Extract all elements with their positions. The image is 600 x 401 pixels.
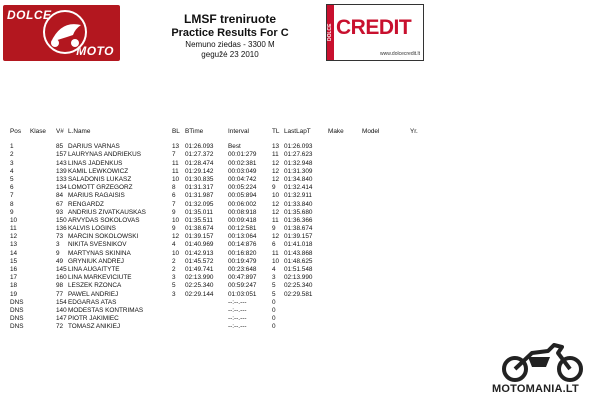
cell-pos: 8 <box>10 200 14 208</box>
cell-bl: 13 <box>172 143 180 151</box>
cell-bl: 2 <box>172 266 176 273</box>
cell-lastlap: 01:39.157 <box>284 233 313 241</box>
cell-interval: 00:14:876 <box>228 241 257 249</box>
cell-bl: 11 <box>172 167 179 175</box>
logo-text-dolce: DOLCE <box>7 8 52 22</box>
cell-bl: 10 <box>172 216 180 224</box>
cell-pos: 16 <box>10 266 18 273</box>
logo-text-moto: MOTO <box>76 44 114 58</box>
cell-name: KALVIS LOGINS <box>68 225 116 233</box>
cell-interval: 00:06:002 <box>228 200 257 208</box>
cell-pos: 10 <box>10 216 18 224</box>
dolce-moto-logo <box>3 5 120 61</box>
cell-pos: 13 <box>10 241 18 249</box>
cell-lastlap: 01:32.948 <box>284 159 313 167</box>
cell-bl: 5 <box>172 282 176 290</box>
cell-pos: 17 <box>10 274 18 282</box>
cell-name: PAWEL ANDRIEJ <box>68 290 119 298</box>
cell-pos: DNS <box>10 323 24 331</box>
cell-name: SALADONIS LUKASZ <box>68 175 132 183</box>
cell-interval: 00:05:894 <box>228 192 257 200</box>
results-subtitle: Practice Results For C <box>171 27 289 39</box>
cell-number: 157 <box>56 151 67 159</box>
cell-bl: 10 <box>172 175 180 183</box>
motomania-logo <box>488 339 596 397</box>
cell-lastlap: 01:48.625 <box>284 257 313 265</box>
col-pos: Pos <box>10 128 22 135</box>
cell-btime: 01:31.317 <box>185 184 214 192</box>
cell-tl: 12 <box>272 208 280 216</box>
cell-btime: 01:30.835 <box>185 175 214 183</box>
cell-interval: 00:04:742 <box>228 175 257 183</box>
cell-pos: 11 <box>10 225 17 233</box>
cell-tl: 5 <box>272 282 276 290</box>
cell-tl: 9 <box>272 184 276 192</box>
cell-pos: DNS <box>10 306 24 314</box>
cell-pos: 7 <box>10 192 14 200</box>
cell-number: 160 <box>56 274 67 282</box>
cell-bl: 4 <box>172 241 176 249</box>
cell-number: 77 <box>56 290 64 298</box>
cell-tl: 6 <box>272 241 276 249</box>
col-make: Make <box>328 128 344 135</box>
logo-url-text: www.dolcecredit.lt <box>379 51 420 57</box>
cell-tl: 0 <box>272 298 276 306</box>
cell-number: 84 <box>56 192 64 200</box>
cell-btime: 02:25.340 <box>185 282 214 290</box>
cell-pos: 4 <box>10 167 14 175</box>
cell-pos: 15 <box>10 257 18 265</box>
col-btime: BTime <box>185 128 204 135</box>
cell-interval: --:--.--- <box>228 315 247 323</box>
cell-number: 154 <box>56 298 67 306</box>
cell-interval: Best <box>228 143 241 151</box>
cell-pos: DNS <box>10 298 24 306</box>
motorcycle-silhouette-icon <box>488 339 596 383</box>
cell-tl: 12 <box>272 233 280 241</box>
cell-lastlap: 02:25.340 <box>284 282 313 290</box>
cell-number: 98 <box>56 282 64 290</box>
cell-btime: 01:42.913 <box>185 249 214 257</box>
cell-interval: 00:02:381 <box>228 159 257 167</box>
cell-tl: 12 <box>272 175 280 183</box>
cell-name: TOMASZ ANIKIEJ <box>68 323 121 331</box>
cell-pos: 12 <box>10 233 18 241</box>
cell-btime: 01:29.142 <box>185 167 214 175</box>
cell-pos: 19 <box>10 290 18 298</box>
cell-name: MARCIN SOKOLOWSKI <box>68 233 139 241</box>
col-number: V# <box>56 128 64 135</box>
cell-number: 140 <box>56 306 67 314</box>
cell-tl: 10 <box>272 257 280 265</box>
cell-lastlap: 01:33.840 <box>284 200 313 208</box>
cell-name: MARIUS RAGAISIS <box>68 192 125 200</box>
cell-name: LOMOTT GRZEGORZ <box>68 184 133 192</box>
cell-tl: 11 <box>272 216 279 224</box>
cell-btime: 01:27.372 <box>185 151 214 159</box>
cell-interval: 00:19:479 <box>228 257 257 265</box>
cell-name: NIKITA SVESNIKOV <box>68 241 127 249</box>
col-tl: TL <box>272 128 280 135</box>
cell-bl: 12 <box>172 233 180 241</box>
cell-name: MODESTAS KONTRIMAS <box>68 306 144 314</box>
cell-interval: 00:12:581 <box>228 225 257 233</box>
logo-side-text: DOLCE <box>327 5 334 60</box>
cell-name: RENGARDZ <box>68 200 104 208</box>
cell-lastlap: 01:31.309 <box>284 167 313 175</box>
cell-btime: 01:28.474 <box>185 159 214 167</box>
cell-bl: 2 <box>172 257 176 265</box>
cell-pos: 6 <box>10 184 14 192</box>
cell-pos: 3 <box>10 159 14 167</box>
cell-btime: 01:38.674 <box>185 225 214 233</box>
col-klase: Klase <box>30 128 46 135</box>
cell-number: 150 <box>56 216 67 224</box>
cell-lastlap: 02:13.990 <box>284 274 313 282</box>
track-name: Nemuno ziedas - 3300 M <box>185 40 275 49</box>
cell-lastlap: 01:26.093 <box>284 143 313 151</box>
cell-name: MARTYNAS SKININA <box>68 249 131 257</box>
logo-brand-text: CREDIT <box>336 16 412 39</box>
col-bl: BL <box>172 128 180 135</box>
cell-tl: 3 <box>272 274 276 282</box>
cell-bl: 6 <box>172 192 176 200</box>
cell-pos: 2 <box>10 151 14 159</box>
cell-btime: 01:40.969 <box>185 241 214 249</box>
cell-pos: 14 <box>10 249 18 257</box>
cell-lastlap: 01:36.366 <box>284 216 313 224</box>
cell-name: GRYNIUK ANDREJ <box>68 257 124 265</box>
cell-interval: --:--.--- <box>228 323 247 331</box>
results-header <box>150 12 310 60</box>
cell-tl: 4 <box>272 266 276 273</box>
cell-name: ARVYDAS SOKOLOVAS <box>68 216 140 224</box>
cell-tl: 12 <box>272 167 280 175</box>
cell-interval: --:--.--- <box>228 298 247 306</box>
cell-bl: 9 <box>172 208 176 216</box>
cell-number: 136 <box>56 225 67 233</box>
cell-lastlap: 01:41.018 <box>284 241 313 249</box>
cell-btime: 01:31.987 <box>185 192 214 200</box>
cell-name: PIOTR JAKIMIEC <box>68 315 119 323</box>
cell-pos: 5 <box>10 175 14 183</box>
cell-interval: 00:13:064 <box>228 233 257 241</box>
cell-tl: 12 <box>272 159 280 167</box>
cell-bl: 7 <box>172 200 176 208</box>
cell-tl: 12 <box>272 200 280 208</box>
cell-name: KAMIL LEWKOWICZ <box>68 167 129 175</box>
cell-bl: 3 <box>172 290 176 298</box>
cell-number: 145 <box>56 266 67 273</box>
cell-number: 3 <box>56 241 60 249</box>
cell-tl: 11 <box>272 249 279 257</box>
cell-pos: 1 <box>10 143 14 151</box>
cell-btime: 01:39.157 <box>185 233 214 241</box>
cell-interval: 00:59:247 <box>228 282 257 290</box>
event-title: LMSF treniruote <box>184 12 276 26</box>
col-year: Yr. <box>410 128 418 135</box>
cell-bl: 8 <box>172 184 176 192</box>
cell-bl: 9 <box>172 225 176 233</box>
cell-pos: 18 <box>10 282 18 290</box>
cell-lastlap: 02:29.581 <box>284 290 313 298</box>
cell-name: EDGARAS ATAS <box>68 298 117 306</box>
cell-btime: 01:26.093 <box>185 143 214 151</box>
cell-btime: 01:49.741 <box>185 266 214 273</box>
cell-interval: 00:09:418 <box>228 216 257 224</box>
cell-tl: 0 <box>272 306 276 314</box>
cell-bl: 3 <box>172 274 176 282</box>
cell-interval: 00:01:279 <box>228 151 257 159</box>
cell-lastlap: 01:35.680 <box>284 208 313 216</box>
cell-btime: 02:13.990 <box>185 274 214 282</box>
cell-interval: 00:16:820 <box>228 249 257 257</box>
cell-tl: 9 <box>272 225 276 233</box>
cell-number: 133 <box>56 175 67 183</box>
cell-number: 147 <box>56 315 67 323</box>
cell-btime: 02:29.144 <box>185 290 214 298</box>
cell-tl: 11 <box>272 151 279 159</box>
cell-name: LINA AUGAITYTE <box>68 266 120 273</box>
cell-tl: 5 <box>272 290 276 298</box>
cell-tl: 13 <box>272 143 280 151</box>
cell-btime: 01:45.572 <box>185 257 214 265</box>
event-date: gegužė 23 2010 <box>201 50 259 59</box>
cell-lastlap: 01:32.911 <box>284 192 312 200</box>
motomania-text: MOTOMANIA.LT <box>492 383 579 395</box>
cell-number: 143 <box>56 159 67 167</box>
cell-interval: --:--.--- <box>228 306 247 314</box>
cell-pos: DNS <box>10 315 24 323</box>
cell-tl: 0 <box>272 315 276 323</box>
cell-lastlap: 01:51.548 <box>284 266 313 273</box>
cell-number: 85 <box>56 143 64 151</box>
cell-number: 134 <box>56 184 67 192</box>
cell-btime: 01:35.511 <box>185 216 213 224</box>
col-name: L.Name <box>68 128 91 135</box>
cell-interval: 00:47:897 <box>228 274 257 282</box>
cell-name: ANDRIUS ZIVATKAUSKAS <box>68 208 146 216</box>
cell-interval: 00:03:049 <box>228 167 257 175</box>
cell-pos: 9 <box>10 208 14 216</box>
cell-bl: 10 <box>172 249 180 257</box>
cell-number: 49 <box>56 257 64 265</box>
cell-lastlap: 01:38.674 <box>284 225 313 233</box>
cell-tl: 0 <box>272 323 276 331</box>
cell-name: LESZEK RZONCA <box>68 282 122 290</box>
cell-name: LINA MARKEVICIUTE <box>68 274 132 282</box>
cell-number: 139 <box>56 167 67 175</box>
cell-bl: 7 <box>172 151 176 159</box>
cell-lastlap: 01:27.623 <box>284 151 313 159</box>
cell-name: LINAS JADENKUS <box>68 159 123 167</box>
cell-interval: 00:05:224 <box>228 184 257 192</box>
col-lastlap: LastLapT <box>284 128 311 135</box>
cell-bl: 11 <box>172 159 179 167</box>
col-model: Model <box>362 128 380 135</box>
cell-name: DARIUS VARNAS <box>68 143 120 151</box>
cell-interval: 01:03:051 <box>228 290 257 298</box>
dolce-credit-logo <box>326 4 424 61</box>
cell-interval: 00:23:648 <box>228 266 257 273</box>
cell-interval: 00:08:918 <box>228 208 257 216</box>
cell-btime: 01:35.011 <box>185 208 213 216</box>
cell-number: 67 <box>56 200 64 208</box>
cell-lastlap: 01:32.414 <box>284 184 313 192</box>
cell-lastlap: 01:34.840 <box>284 175 313 183</box>
cell-number: 93 <box>56 208 64 216</box>
cell-btime: 01:32.095 <box>185 200 214 208</box>
cell-name: LAURYNAS ANDRIEKUS <box>68 151 142 159</box>
col-interval: Interval <box>228 128 249 135</box>
cell-number: 73 <box>56 233 64 241</box>
cell-number: 9 <box>56 249 60 257</box>
cell-lastlap: 01:43.868 <box>284 249 313 257</box>
cell-tl: 10 <box>272 192 280 200</box>
cell-number: 72 <box>56 323 64 331</box>
